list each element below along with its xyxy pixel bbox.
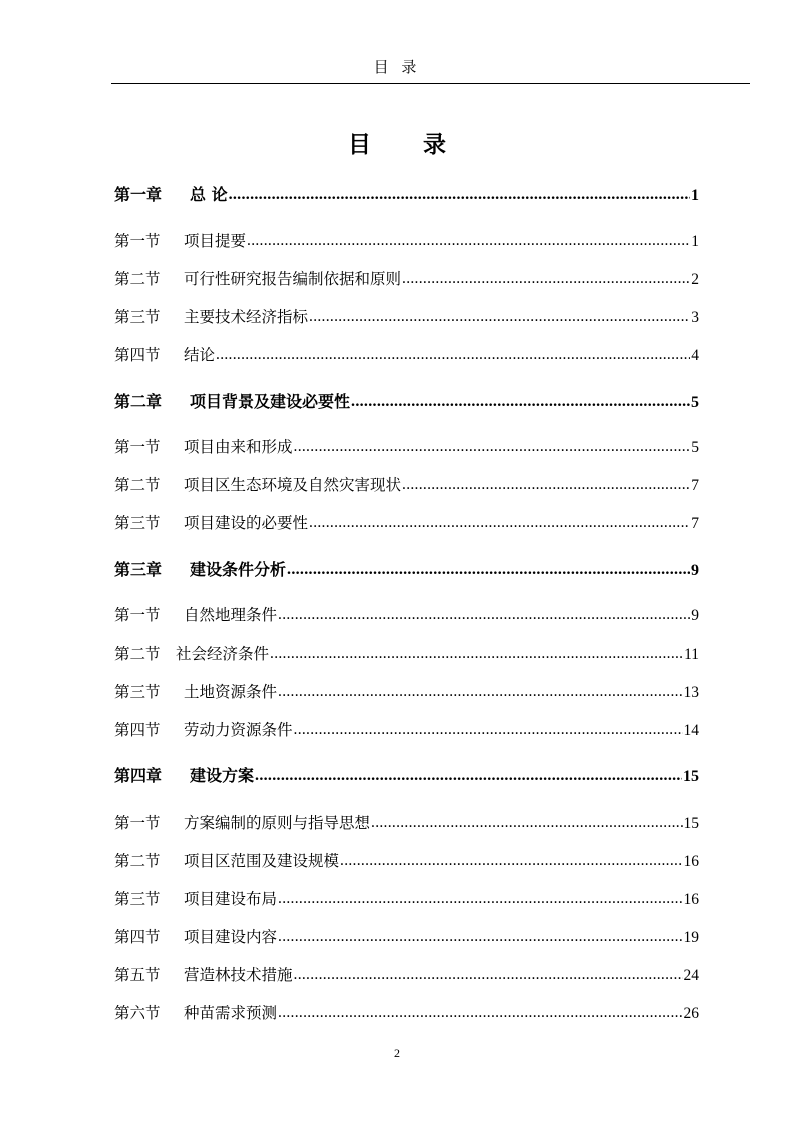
toc-leader xyxy=(402,475,690,495)
toc-leader xyxy=(309,307,690,327)
toc-title: 主要技术经济指标 xyxy=(184,308,309,326)
toc-title: 项目建设内容 xyxy=(184,928,278,946)
toc-title: 劳动力资源条件 xyxy=(184,721,293,739)
toc-section-1-3[interactable] xyxy=(114,301,699,327)
toc-page: 5 xyxy=(691,394,699,411)
toc-section-3-1[interactable] xyxy=(114,599,699,625)
toc-section-4-1[interactable] xyxy=(114,807,699,833)
toc-label: 第三节 xyxy=(114,683,161,701)
toc-leader xyxy=(351,392,690,412)
toc-page: 26 xyxy=(683,1005,699,1022)
toc-label: 第二章 xyxy=(114,392,163,411)
toc-label: 第三章 xyxy=(114,560,163,579)
toc-label: 第三节 xyxy=(114,308,161,326)
toc-leader xyxy=(278,889,682,909)
toc-section-2-2[interactable] xyxy=(114,469,699,495)
toc-leader xyxy=(278,605,690,625)
toc-title: 总 论 xyxy=(190,185,228,204)
toc-chapter-3[interactable] xyxy=(114,554,699,580)
toc-page: 13 xyxy=(683,684,699,701)
toc-label: 第一节 xyxy=(114,438,161,456)
toc-leader xyxy=(229,185,690,205)
toc-title: 可行性研究报告编制依据和原则 xyxy=(184,270,402,288)
toc-leader xyxy=(278,682,682,702)
toc-title: 项目建设布局 xyxy=(184,890,278,908)
page-title-part1: 目 xyxy=(348,131,371,158)
toc-section-1-1[interactable] xyxy=(114,225,699,251)
toc-page: 7 xyxy=(691,515,699,532)
toc-page: 14 xyxy=(683,722,699,739)
toc-chapter-2[interactable] xyxy=(114,386,699,412)
toc-label: 第四节 xyxy=(114,721,161,739)
toc-page: 15 xyxy=(683,815,699,832)
toc-section-4-3[interactable] xyxy=(114,883,699,909)
toc-page: 19 xyxy=(683,929,699,946)
toc-leader xyxy=(270,644,683,664)
toc-page: 4 xyxy=(691,347,699,364)
toc-leader xyxy=(340,851,682,871)
toc-section-3-4[interactable] xyxy=(114,714,699,740)
toc-label: 第四节 xyxy=(114,928,161,946)
toc-label: 第三节 xyxy=(114,514,161,532)
toc-page: 3 xyxy=(691,309,699,326)
toc-leader xyxy=(294,437,691,457)
toc-label: 第二节 xyxy=(114,270,161,288)
toc-label: 第一节 xyxy=(114,606,161,624)
toc-title: 社会经济条件 xyxy=(176,645,270,663)
toc-title: 项目由来和形成 xyxy=(184,438,293,456)
toc-label: 第一章 xyxy=(114,185,163,204)
toc-leader xyxy=(371,813,682,833)
toc-title: 项目背景及建设必要性 xyxy=(190,392,351,411)
page-title-part2: 录 xyxy=(423,131,446,158)
toc-page: 24 xyxy=(683,967,699,984)
toc-page: 9 xyxy=(691,607,699,624)
toc-section-4-6[interactable] xyxy=(114,997,699,1023)
toc-page: 5 xyxy=(691,439,699,456)
toc-title: 项目建设的必要性 xyxy=(184,514,309,532)
toc-leader xyxy=(294,720,683,740)
header-rule xyxy=(111,83,750,84)
toc-leader xyxy=(309,513,690,533)
toc-section-4-4[interactable] xyxy=(114,921,699,947)
toc-title: 种苗需求预测 xyxy=(184,1004,278,1022)
toc-leader xyxy=(278,1003,682,1023)
toc-title: 项目提要 xyxy=(184,232,247,250)
toc-page: 16 xyxy=(683,853,699,870)
toc-label: 第二节 xyxy=(114,852,161,870)
toc-section-1-4[interactable] xyxy=(114,339,699,365)
toc-label: 第六节 xyxy=(114,1004,161,1022)
toc-label: 第二节 xyxy=(114,476,161,494)
toc-leader xyxy=(255,766,682,786)
toc-label: 第四节 xyxy=(114,346,161,364)
toc-section-3-3[interactable] xyxy=(114,676,699,702)
toc-page: 15 xyxy=(683,768,699,785)
toc-leader xyxy=(294,965,683,985)
toc-label: 第三节 xyxy=(114,890,161,908)
toc-section-3-2[interactable] xyxy=(114,638,699,664)
toc-title: 自然地理条件 xyxy=(184,606,278,624)
toc-label: 第一节 xyxy=(114,814,161,832)
toc-section-4-5[interactable] xyxy=(114,959,699,985)
toc-leader xyxy=(247,231,690,251)
toc-label: 第五节 xyxy=(114,966,161,984)
toc-title: 方案编制的原则与指导思想 xyxy=(184,814,371,832)
toc-chapter-4[interactable] xyxy=(114,760,699,786)
toc-section-4-2[interactable] xyxy=(114,845,699,871)
toc-page: 16 xyxy=(683,891,699,908)
toc-page: 11 xyxy=(684,646,699,663)
page-title xyxy=(0,126,794,159)
toc-title: 建设方案 xyxy=(190,766,255,785)
toc-section-1-2[interactable] xyxy=(114,263,699,289)
running-header: 目 录 xyxy=(373,58,421,76)
toc-leader xyxy=(278,927,682,947)
toc-title: 结论 xyxy=(184,346,216,364)
toc-title: 项目区生态环境及自然灾害现状 xyxy=(184,476,402,494)
toc-label: 第二节 xyxy=(114,645,161,663)
toc-chapter-1[interactable] xyxy=(114,179,699,205)
page-number: 2 xyxy=(394,1046,400,1060)
toc-title: 土地资源条件 xyxy=(184,683,278,701)
toc-label: 第一节 xyxy=(114,232,161,250)
toc-section-2-1[interactable] xyxy=(114,431,699,457)
toc-page: 9 xyxy=(691,562,699,579)
toc-leader xyxy=(216,345,690,365)
toc-page: 7 xyxy=(691,477,699,494)
toc-leader xyxy=(287,560,690,580)
toc-page: 2 xyxy=(691,271,699,288)
toc-section-2-3[interactable] xyxy=(114,507,699,533)
toc-label: 第四章 xyxy=(114,766,163,785)
toc-leader xyxy=(402,269,690,289)
toc-page: 1 xyxy=(691,187,699,204)
toc-title: 营造林技术措施 xyxy=(184,966,293,984)
toc-title: 项目区范围及建设规模 xyxy=(184,852,340,870)
toc-page: 1 xyxy=(691,233,699,250)
toc-title: 建设条件分析 xyxy=(190,560,287,579)
